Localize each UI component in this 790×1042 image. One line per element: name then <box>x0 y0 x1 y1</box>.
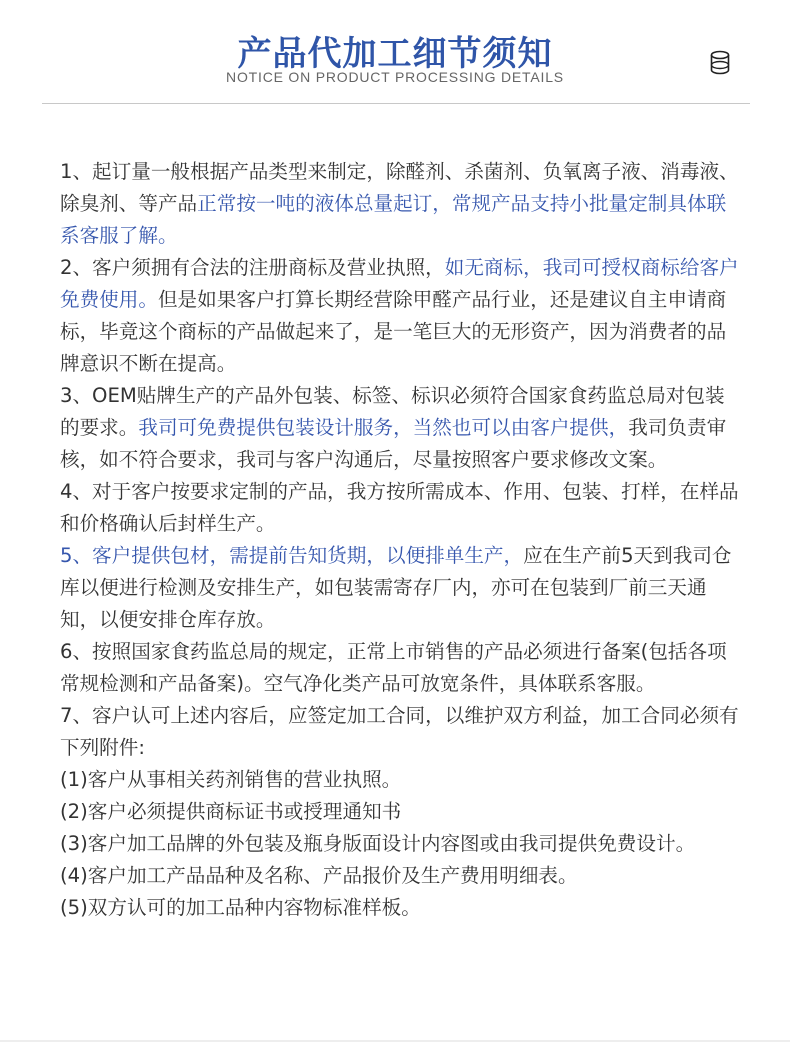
notice-text: (4)客户加工产品品种及名称、产品报价及生产费用明细表。 <box>60 864 578 887</box>
page-subtitle: NOTICE ON PRODUCT PROCESSING DETAILS <box>226 69 564 85</box>
notice-text: 1、起订量一般根据产品类型来制定，除醛剂、杀菌剂、负氧离子液、消毒液、除臭剂、等产品 <box>60 160 739 215</box>
notice-text: (1)客户从事相关药剂销售的营业执照。 <box>60 768 402 791</box>
notice-item <box>60 540 742 636</box>
notice-item <box>60 828 742 860</box>
highlighted-text: 我司可免费提供包装设计服务，当然也可以由客户提供， <box>138 416 629 439</box>
notice-item <box>60 156 742 252</box>
header-divider <box>42 103 750 104</box>
notice-text: 7、容户认可上述内容后，应签定加工合同，以维护双方利益，加工合同必须有下列附件: <box>60 704 739 759</box>
notice-text: 3、OEM贴牌生产的产品外包装、标签、标识必须符合国家食药监总局对包装的要求。 <box>60 384 725 439</box>
notice-text: 应在生产前5天到我司仓库以便进行检测及安排生产，如包装需寄存厂内，亦可在包装到厂前三天通知，以便安排仓库存放。 <box>60 544 732 631</box>
notice-item <box>60 764 742 796</box>
page-title: 产品代加工细节须知 <box>237 34 553 74</box>
highlighted-text: 5、客户提供包材，需提前告知货期，以便排单生产， <box>60 544 524 567</box>
cylinder-icon <box>710 50 730 76</box>
notice-text: (5)双方认可的加工品种内容物标准样板。 <box>60 896 421 919</box>
notice-item <box>60 700 742 764</box>
notice-text: (3)客户加工品牌的外包装及瓶身版面设计内容图或由我司提供免费设计。 <box>60 832 696 855</box>
notice-text: 我司负责审核，如不符合要求，我司与客户沟通后，尽量按照客户要求修改文案。 <box>60 416 727 471</box>
notice-text: 但是如果客户打算长期经营除甲醛产品行业，还是建议自主申请商标，毕竟这个商标的产品做起来了，是一笔巨大的无形资产，因为消费者的品牌意识不断在提高。 <box>60 288 727 375</box>
notice-item <box>60 796 742 828</box>
notice-item <box>60 636 742 700</box>
highlighted-text: 正常按一吨的液体总量起订，常规产品支持小批量定制具体联系客服了解。 <box>60 192 727 247</box>
notice-item <box>60 476 742 540</box>
notice-item <box>60 860 742 892</box>
notice-item <box>60 252 742 380</box>
notice-item <box>60 892 742 924</box>
notice-text: 2、客户须拥有合法的注册商标及营业执照， <box>60 256 445 279</box>
notice-text: 4、对于客户按要求定制的产品，我方按所需成本、作用、包装、打样，在样品和价格确认后封样生产。 <box>60 480 739 535</box>
notice-text: (2)客户必须提供商标证书或授理通知书 <box>60 800 402 823</box>
notice-item <box>60 380 742 476</box>
notice-text: 6、按照国家食药监总局的规定，正常上市销售的产品必须进行备案(包括各项常规检测和产品备案)。空气净化类产品可放宽条件，具体联系客服。 <box>60 640 727 695</box>
notice-content <box>60 156 742 924</box>
highlighted-text: 如无商标，我司可授权商标给客户免费使用。 <box>60 256 739 311</box>
